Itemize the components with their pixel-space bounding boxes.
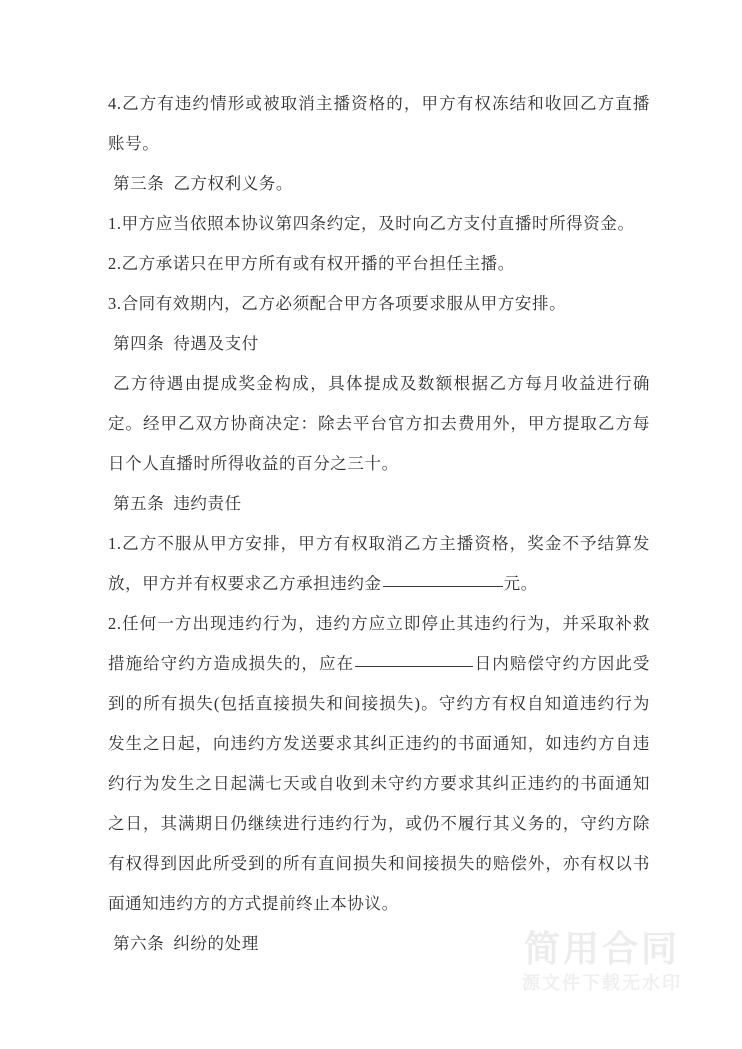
article-title: 纠纷的处理 <box>173 934 259 953</box>
article-title: 违约责任 <box>173 494 242 513</box>
heading-article-4 <box>108 324 650 364</box>
paragraph-text: 1.甲方应当依照本协议第四条约定，及时向乙方支付直播时所得资金。 <box>108 214 635 233</box>
article-number: 第三条 <box>113 174 165 193</box>
paragraph-text: 乙方待遇由提成奖金构成，具体提成及数额根据乙方每月收益进行确定。经甲乙双方协商决定：除去平台官方扣去费用外，甲方提取乙方每日个人直播时所得收益的百分之三十。 <box>108 374 650 473</box>
heading-article-6 <box>108 924 650 964</box>
document-text-body <box>108 84 650 964</box>
article-number: 第五条 <box>113 494 165 513</box>
paragraph-article3-item3 <box>108 284 650 324</box>
article-title: 待遇及支付 <box>173 334 259 353</box>
paragraph-article5-item2 <box>108 604 650 924</box>
paragraph-text: 2.乙方承诺只在甲方所有或有权开播的平台担任主播。 <box>108 254 515 273</box>
paragraph-text-after-blank: 元。 <box>503 574 538 593</box>
paragraph-clause2-item4 <box>108 84 650 164</box>
paragraph-article5-item1 <box>108 524 650 604</box>
heading-article-5 <box>108 484 650 524</box>
article-number: 第四条 <box>113 334 165 353</box>
penalty-amount-blank[interactable] <box>383 586 503 587</box>
heading-article-3 <box>108 164 650 204</box>
article-title: 乙方权利义务。 <box>173 174 294 193</box>
paragraph-article4-body <box>108 364 650 484</box>
paragraph-article3-item1 <box>108 204 650 244</box>
paragraph-text-before-blank: 1.乙方不服从甲方安排，甲方有权取消乙方主播资格，奖金不予结算发放，甲方并有权要求乙方承担违约金 <box>108 534 650 593</box>
article-number: 第六条 <box>113 934 165 953</box>
paragraph-article3-item2 <box>108 244 650 284</box>
paragraph-text-before-blank: 2.任何一方出现违约行为，违约方应立即停止其违约行为，并采取补救措施给守约方造成损失的，应在 <box>108 614 650 673</box>
watermark-sub-text: 源文件下载无水印 <box>522 973 682 994</box>
paragraph-text: 3.合同有效期内，乙方必须配合甲方各项要求服从甲方安排。 <box>108 294 567 313</box>
watermark-main-text: 简用合同 <box>523 928 680 970</box>
paragraph-text-after-blank: 日内赔偿守约方因此受到的所有损失(包括直接损失和间接损失)。守约方有权自知道违约行为发生之日起，向违约方发送要求其纠正违约的书面通知，如违约方自违约行为发生之日起满七天或自收到未守约方要求其纠正违约的书面通知之日，其满期日仍继续进行违约行为，或仍不履行其义务的，守约方除有权得到因此所受到的所有直间损失和间接损失的赔偿外，亦有权以书面通知违约方的方式提前终止本协议。 <box>108 654 651 913</box>
paragraph-text: 4.乙方有违约情形或被取消主播资格的，甲方有权冻结和收回乙方直播账号。 <box>108 94 650 153</box>
compensation-days-blank[interactable] <box>355 666 473 667</box>
